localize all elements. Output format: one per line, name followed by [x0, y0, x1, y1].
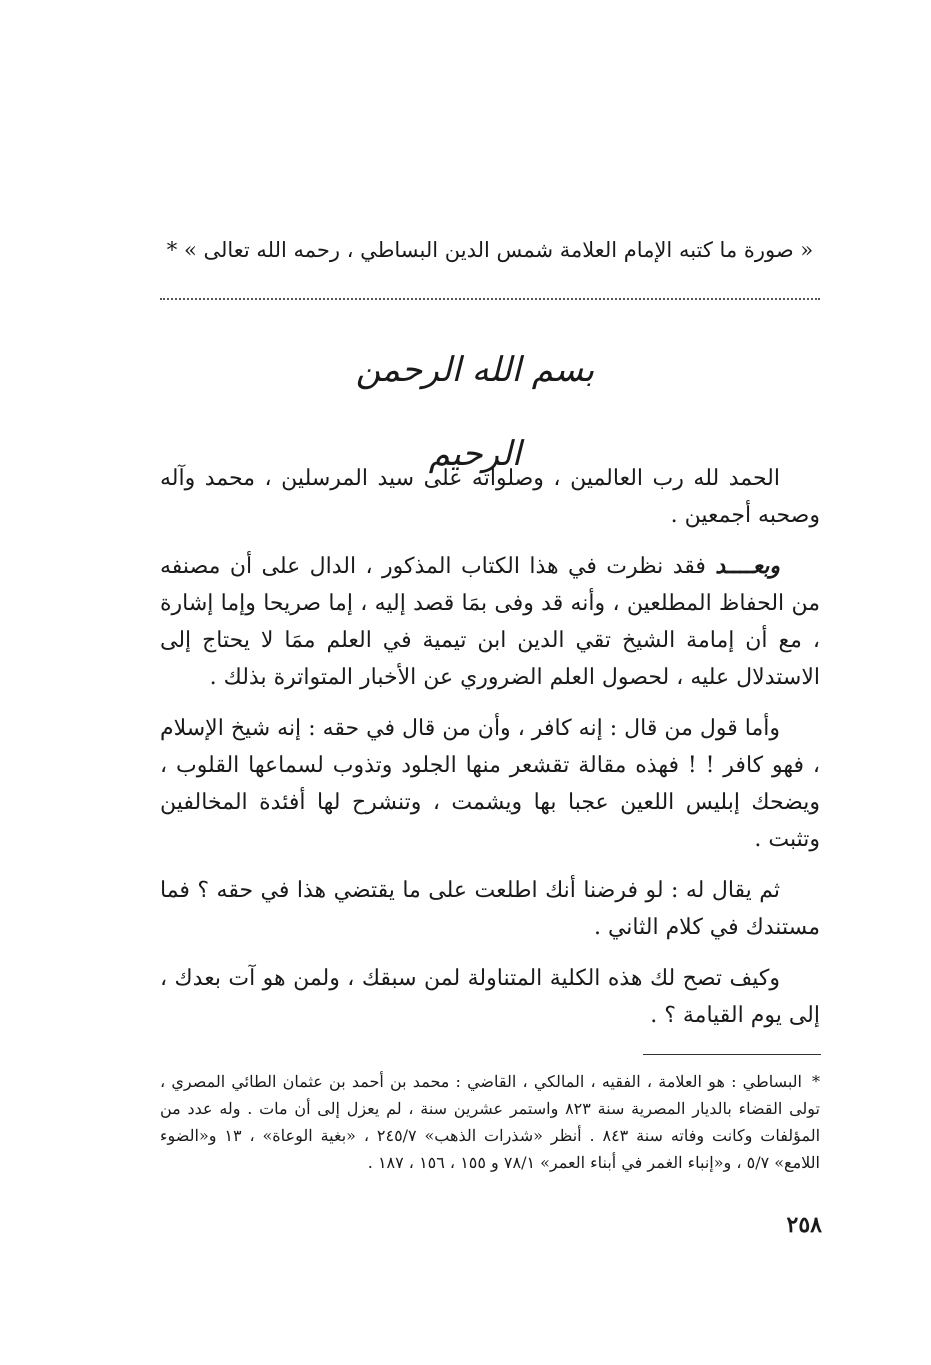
paragraph-lead-word: وبعــــد [715, 553, 780, 579]
paragraph-text: الحمد لله رب العالمين ، وصلواته على سيد المرسلين ، محمد وآله وصحبه أجمعين . [160, 466, 820, 528]
paragraph-text: وكيف تصح لك هذه الكلية المتناولة لمن سبقك ، ولمن هو آت بعدك ، إلى يوم القيامة ؟ . [160, 966, 820, 1028]
footnote [160, 1068, 820, 1176]
paragraph [160, 960, 820, 1034]
paragraph-text: وأما قول من قال : إنه كافر ، وأن من قال في حقه : إنه شيخ الإسلام ، فهو كافر ! ! فهذه مقالة تقشعر منها الجلود وتذوب لسماعها القلوب ، ويضحك إبليس اللعين عجبا بها ويشمت ، وتنشرح لها أفئدة المخالفين وتثبت . [160, 716, 820, 852]
main-text [160, 460, 820, 1048]
paragraph-text: فقد نظرت في هذا الكتاب المذكور ، الدال على أن مصنفه من الحفاظ المطلعين ، وأنه قد وفى بمَا قصد إليه ، إما صريحا وإما إشارة ، مع أن إمامة الشيخ تقي الدين ابن تيمية في العلم ممَا لا يحتاج إلى الاستدلال عليه ، لحصول العلم الضروري عن الأخبار المتواترة بذلك . [160, 554, 820, 690]
page-heading: « صورة ما كتبه الإمام العلامة شمس الدين البساطي ، رحمه الله تعالى » * [166, 238, 814, 262]
basmala-calligraphy: بسم الله الرحمن الرحيم [355, 350, 595, 474]
paragraph [160, 548, 820, 696]
footnote-rule [643, 1054, 821, 1055]
paragraph [160, 460, 820, 534]
paragraph-text: ثم يقال له : لو فرضنا أنك اطلعت على ما يقتضي هذا في حقه ؟ فما مستندك في كلام الثاني . [160, 878, 820, 940]
footnote-text: البساطي : هو العلامة ، الفقيه ، المالكي ، القاضي : محمد بن أحمد بن عثمان الطائي المصري ، تولى القضاء بالديار المصرية سنة ٨٢٣ واستمر عشرين سنة ، لم يعزل إلى أن مات . وله عدد من المؤلفات وكانت وفاته سنة ٨٤٣ . أنظر «شذرات الذهب» ٢٤٥/٧ ، «بغية الوعاة» ، ١٣ و«الضوء اللامع» ٥/٧ ، و«إنباء الغمر في أبناء العمر» ٧٨/١ و ١٥٥ ، ١٥٦ ، ١٨٧ . [160, 1072, 821, 1172]
paragraph [160, 710, 820, 858]
paragraph [160, 872, 820, 946]
page-number: ٢٥٨ [786, 1212, 822, 1238]
dotted-separator [160, 298, 820, 300]
footnote-mark: * [812, 1072, 820, 1091]
